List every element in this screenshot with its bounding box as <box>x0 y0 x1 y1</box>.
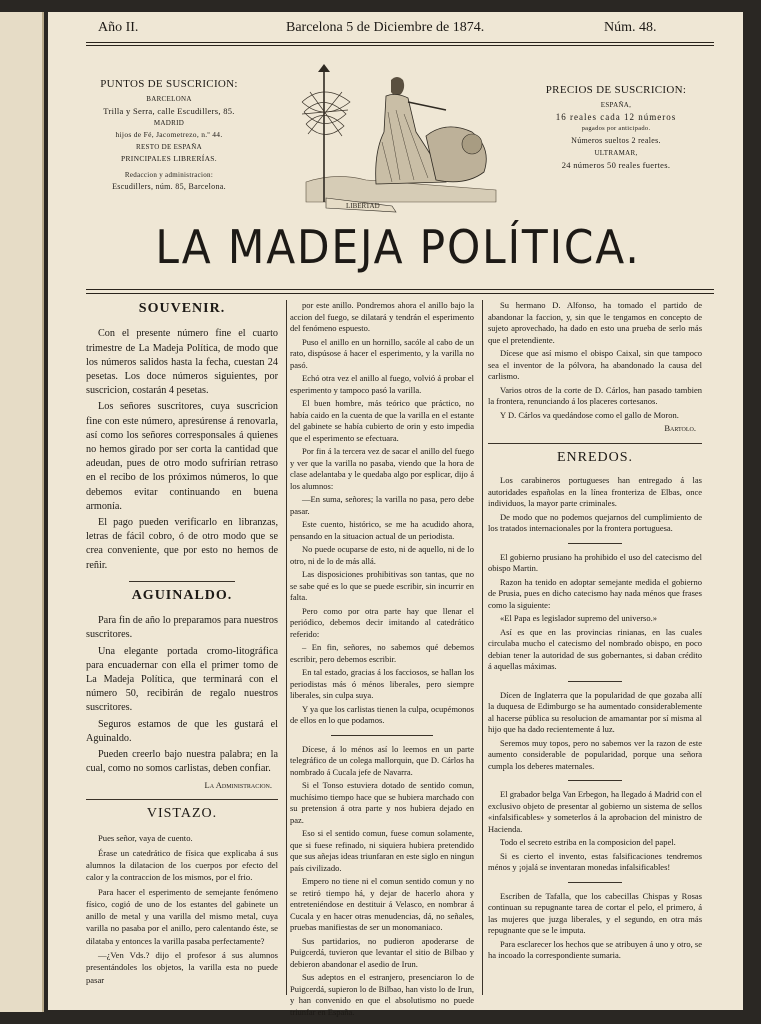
vistazo-cont-paragraph: Echó otra vez el anillo al fuego, volvió á probar el esperimento y tampoco pasó la varilla. <box>290 373 474 395</box>
subscription-prices: PRECIOS DE SUSCRICION: ESPAÑA, 16 reales cada 12 números pagados por anticipado. Números sueltos 2 reales. ULTRAMAR, 24 números 50 reales fuertes. <box>545 84 687 170</box>
section-separator <box>86 799 278 800</box>
vistazo-paragraph: Pues señor, vaya de cuento. <box>98 833 193 844</box>
enredos-paragraph: Así es que en las provincias rinianas, en las cuales circulaba mucho el catecismo del nombrado obispo, en poco debian tener la autoridad de sus gobernantes, si daban crédito á aquellas máximas. <box>488 626 702 671</box>
vistazo-cont-paragraph: Sus partidarios, no pudieron apoderarse de Puigcerdá, tuvieron que levantar el sitio de Bilbao y debieron abandonar el asedio de Irun. <box>290 935 474 969</box>
section-separator <box>568 543 622 544</box>
column-2 <box>290 300 474 1020</box>
title-rule-2 <box>86 293 714 294</box>
enredos-paragraph: Seremos muy topos, pero no sabemos ver la razon de este aumento considerable de popularidad, porque una señora cumpla los deberes maternales. <box>488 737 702 771</box>
column-3 <box>488 300 702 964</box>
vistazo-cont-paragraph: El buen hombre, más teórico que práctico, no había caido en la cuenta de que la varilla en el estante del gabinete se había cubierto de orin y esto impedia que el esperimento se efectuara. <box>290 398 474 443</box>
enredos-paragraph: Dícen de Inglaterra que la popularidad de que gozaba allí la duquesa de Edimburgo se ha aumentado considerablemente al hacerse pública su resolucion de amamantar por sí misma al hijo que ha dado recientemente á luz. <box>488 689 702 734</box>
vistazo-paragraph: —¿Ven Vds.? dijo el profesor á sus alumnos presentándoles los objetos, la varilla esta no puede pasar <box>86 949 278 985</box>
vistazo-cont-paragraph: No puede ocuparse de esto, ni de aquello, ni de lo otro, ni de lo de más allá. <box>290 544 474 566</box>
newspaper-page <box>48 12 743 1017</box>
souvenir-paragraph: Con el presente número fine el cuarto trimestre de La Madeja Política, de modo que los números salidos hasta la fecha, cuestan 24 pesetas. Los doce números siguientes, por suscricion, costarán 4 pesetas. <box>86 328 278 397</box>
carlist-paragraph: Dícese que así mismo el obispo Caixal, sin que tampoco sea el inventor de la pólvora, ha abandonado la causa del carlismo. <box>488 348 702 381</box>
souvenir-paragraph: Los señores suscritores, cuya suscricion fine con este número, apresúrense á renovarla, así como los señores corresponsales á quienes no hemos girado por ser corta la cantidad que adeudan, pues de otro modo sufrirían retraso en el recibo de los próximos números, lo que debemos evitar continuando en buena armonía. <box>86 401 278 512</box>
aguinaldo-heading: AGUINALDO. <box>131 587 233 603</box>
column-divider-1 <box>286 300 287 995</box>
vistazo-paragraph: Érase un catedrático de física que explicaba á sus alumnos la dilatacion de los cuerpos por efecto del calor y la contraccion de los mismos, por el frio. <box>86 847 278 883</box>
subscription-points: PUNTOS DE SUSCRICION: BARCELONA Trilla y Serra, calle Escudillers, 85. MADRID hijos de Fé, Jacometrezo, n.º 44. RESTO DE ESPAÑA PRINCIPALES LIBRERÍAS. Redaccion y administracion: Escudillers, núm. 85, Barcelona. <box>100 78 238 191</box>
souvenir-paragraph: El pago pueden verificarlo en libranzas, letras de fácil cobro, ó de otro modo que se crea conveniente, que por esto no hemos de reñir. <box>86 517 278 571</box>
vistazo-cont-paragraph: —En suma, señores; la varilla no pasa, pero debe pasar. <box>290 494 474 516</box>
vistazo-cont-paragraph: Por fin á la tercera vez de sacar el anillo del fuego y ver que la varilla no pasaba, viendo que la hora de clase adelantaba y le quedaba algo por esplicar, dijo á los alumnos: <box>290 446 474 491</box>
carlist-paragraph: Su hermano D. Alfonso, ha tomado el partido de abandonar la faccion, y, sin que le tengamos en concepto de sujeto aprovechado, ha dado en esto una prueba de serlo más que el pretendiente. <box>488 300 702 345</box>
emblem-banner-text: LIBERTAD <box>346 202 380 210</box>
issue-number: Núm. 48. <box>604 20 657 35</box>
vistazo-heading: VISTAZO. <box>146 805 218 821</box>
vistazo-cont-paragraph: Dícese, á lo ménos así lo leemos en un parte telegráfico de un colega mallorquin, que D. Cárlos ha nombrado á Cucala jefe de Navarra. <box>290 743 474 777</box>
allegorical-emblem <box>296 62 506 212</box>
bartolo-signature: Bartolo. <box>664 423 696 433</box>
enredos-heading: ENREDOS. <box>556 449 634 465</box>
carlist-paragraph: Varios otros de la corte de D. Cárlos, han pasado tambien la frontera, renunciando á los placeres cortesanos. <box>488 384 702 406</box>
section-separator <box>488 443 702 444</box>
enredos-paragraph: Todo el secreto estriba en la composicion del papel. <box>500 837 676 847</box>
souvenir-heading: SOUVENIR. <box>138 301 226 316</box>
header-rule-2 <box>86 45 714 46</box>
section-separator <box>331 735 432 736</box>
vistazo-cont-paragraph: Y ya que los carlistas tienen la culpa, ocupémonos de ellos en lo que podamos. <box>290 703 474 725</box>
vistazo-cont-paragraph: Este cuento, histórico, se me ha acudido ahora, pensando en la situacion actual de un periodista. <box>290 519 474 541</box>
column-divider-2 <box>482 300 483 995</box>
enredos-paragraph: Si es cierto el invento, estas falsificaciones tendremos ménos y ¡ojalá se inventaran monedas infalsificables! <box>488 850 702 872</box>
vistazo-cont-paragraph: Las disposiciones prohibitivas son tantas, que no se sabe qué es lo que se puede escribir, sin incurrir en falta. <box>290 569 474 602</box>
enredos-paragraph: Para esclarecer los hechos que se atribuyen á uno y otro, se ha incoado la correspondiente sumaria. <box>488 938 702 960</box>
enredos-paragraph: Escriben de Tafalla, que los cabecillas Chispas y Rosas continuan su repugnante tarea de cortar el pelo, el primero, á las mujeres que juzga liberales, y el segundo, en otra más repugnante que se le imputa. <box>488 890 702 935</box>
vistazo-cont-paragraph: – En fin, señores, no sabemos qué debemos escribir, pero debemos escribir. <box>290 642 474 664</box>
vistazo-cont-paragraph: Puso el anillo en un hornillo, sacóle al cabo de un rato, dispúsose á hacer el esperimento, y la varilla no pasó. <box>290 336 474 370</box>
aguinaldo-paragraph: Para fin de año lo preparamos para nuestros suscritores. <box>86 615 278 641</box>
section-separator <box>568 681 622 682</box>
column-1 <box>86 300 278 988</box>
section-separator <box>568 780 622 781</box>
enredos-paragraph: Los carabineros portugueses han entregado á las autoridades españolas en la línea fronteriza de Elbas, once individuos, la mayor parte criminales. <box>488 475 702 508</box>
vistazo-cont-paragraph: por este anillo. Pondremos ahora el anillo bajo la accion del fuego, se dilatará y tendrán el esperimento del fenómeno espuesto. <box>290 300 474 333</box>
vistazo-paragraph: Para hacer el esperimento de semejante fenómeno físico, cogió de uno de los estantes del gabinete un anillo de metal y una varilla del mismo metal, cuya varilla no pasaba por el anillo, pero calentando éste, se dilataba y entonces la varilla pasaba perfectamente? <box>86 886 278 946</box>
issue-date: Barcelona 5 de Diciembre de 1874. <box>286 20 485 35</box>
enredos-paragraph: El grabador belga Van Erbegon, ha llegado á Madrid con el exclusivo objeto de presentar al gobierno un sistema de sellos «infalsificables» y someterlos á la aprobacion del ministro de Hacienda. <box>488 789 702 834</box>
enredos-paragraph: De modo que no podemos quejarnos del cumplimiento de los tratados internacionales por la frontera portuguesa. <box>488 511 702 533</box>
facing-page-edge <box>0 12 44 1012</box>
vistazo-cont-paragraph: Si el Tonso estuviera dotado de sentido comun, muchísimo tiempo hace que se hubiera marchado con su pretension á otra parte y nos hubiera dejado en paz. <box>290 780 474 825</box>
aguinaldo-paragraph: Seguros estamos de que les gustará el Aguinaldo. <box>86 718 278 744</box>
vistazo-cont-paragraph: Eso si el sentido comun, fuese comun solamente, que si fuese refinado, ni siquiera hubiera pretendido que sus añejas ideas triunfaran en este siglo en ningun país civilizado. <box>290 828 474 873</box>
vistazo-cont-paragraph: Empero no tiene ni el comun sentido comun y no se retiró tiempo há, y dejar de hacerlo ahora y entreteniéndose en destituir á Velasco, en nombrar á Cucala y en hacer otras menudencias, dá, no señales, pruebas manifiestas de ser un monomaniaco. <box>290 876 474 932</box>
carlist-paragraph: Y D. Cárlos va quedándose como el gallo de Moron. <box>500 409 679 420</box>
title-rule <box>86 289 714 290</box>
header-rule <box>86 42 714 43</box>
enredos-paragraph: El gobierno prusiano ha prohibido el uso del catecismo del obispo Martin. <box>488 551 702 573</box>
vistazo-cont-paragraph: Pero como por otra parte hay que llenar el periódico, debemos decir imitando al catedrático referido: <box>290 605 474 639</box>
enredos-paragraph: Razon ha tenido en adoptar semejante medida el gobierno de Prusia, pues en dicho catecismo hay nada ménos que frases como la siguiente: <box>488 576 702 610</box>
administration-signature: La Administracion. <box>204 779 272 790</box>
section-separator <box>568 882 622 883</box>
enredos-paragraph: «El Papa es legislador supremo del universo.» <box>500 613 657 623</box>
vistazo-cont-paragraph: Sus adeptos en el estranjero, presenciaron lo de Puigcerdá, supieron lo de Bilbao, han visto lo de Irun, y han convenido en que el absolutismo no puede triunfar en España. <box>290 972 474 1017</box>
aguinaldo-paragraph: Una elegante portada cromo-litográfica para encuadernar con ella el primer tomo de La Madeja Política, que terminará con el número 50, recibirán de regalo nuestros suscritores. <box>86 645 278 714</box>
issue-year: Año II. <box>98 20 139 35</box>
aguinaldo-paragraph: Pueden creerlo bajo nuestra palabra; en la cual, como no somos carlistas, deben confiar. <box>86 749 278 775</box>
newspaper-title: LA MADEJA POLÍTICA. <box>155 220 641 274</box>
vistazo-cont-paragraph: En tal estado, gracias á los facciosos, se hallan los periodistas más ó ménos liberales, pero siempre liberales, sin culpa suya. <box>290 667 474 700</box>
section-separator <box>129 581 235 582</box>
